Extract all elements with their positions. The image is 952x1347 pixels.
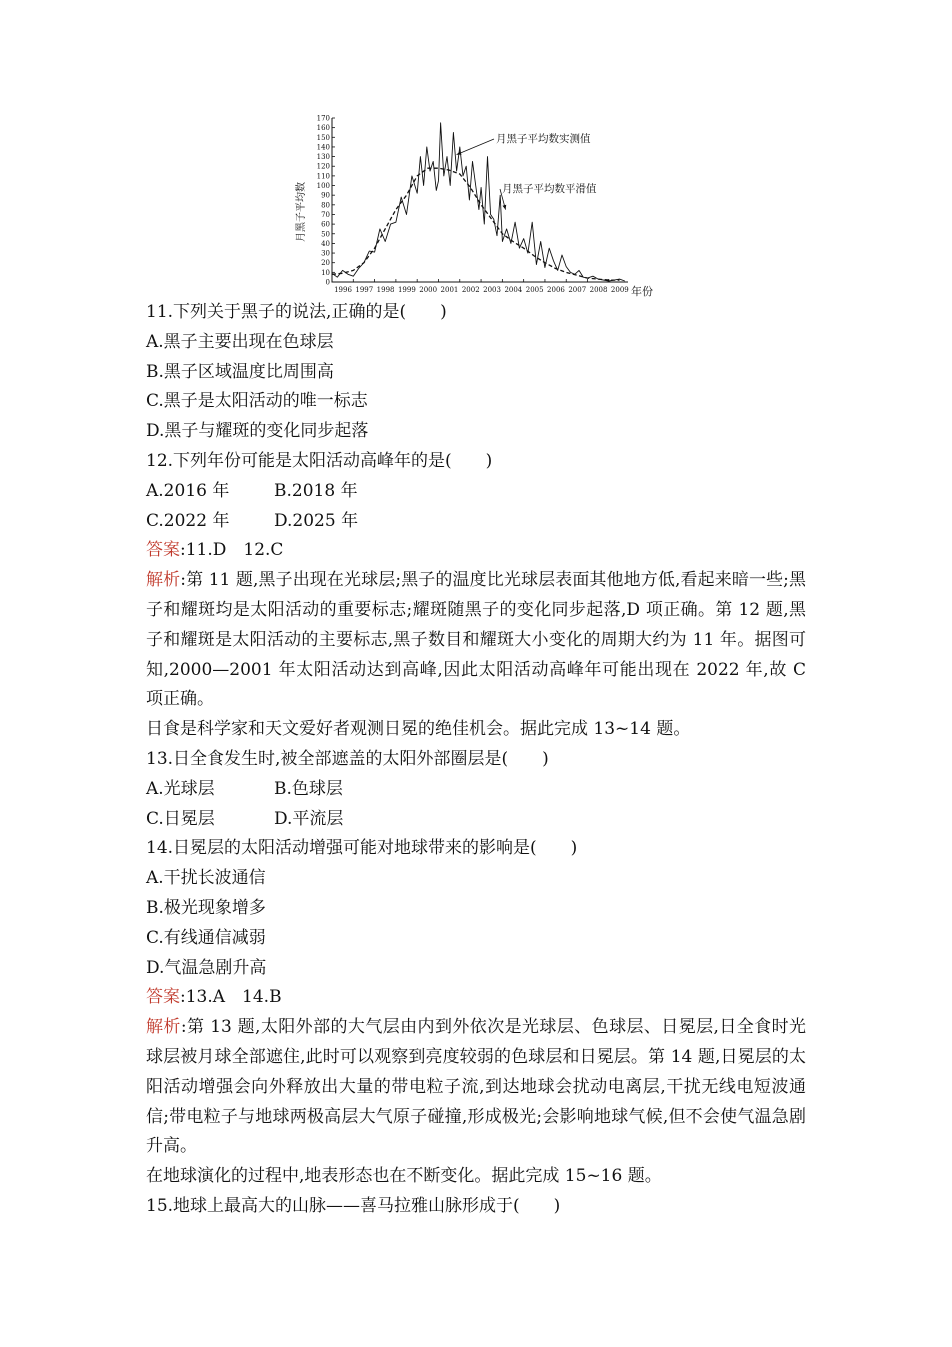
observed-series-line: [332, 123, 625, 281]
explanation-tag: 解析: [146, 1017, 181, 1038]
annotation-leader: [457, 139, 494, 155]
question-14: 14.日冕层的太阳活动增强可能对地球带来的影响是( ): [146, 838, 578, 859]
q13-options-row-2: [146, 805, 806, 835]
x-tick-label: 2002: [461, 286, 480, 294]
y-tick-labels: [317, 115, 330, 287]
y-tick-label: 150: [316, 133, 330, 142]
y-tick-label: 120: [316, 162, 330, 171]
annotation-label: 月黑子平均数平滑值: [502, 183, 597, 195]
y-tick-label: 30: [321, 249, 330, 258]
annotation-label: 月黑子平均数实测值: [496, 133, 591, 145]
x-tick-label: 2006: [547, 286, 565, 294]
q12-option-d: D.2025 年: [274, 510, 359, 531]
y-tick-label: 110: [316, 172, 330, 181]
x-tick-label: 2003: [483, 286, 501, 294]
q12-option-c: C.2022 年: [146, 510, 230, 531]
chart-series: [332, 123, 625, 281]
x-tick-label: 1997: [355, 286, 374, 294]
sunspot-chart: [290, 112, 670, 302]
explanation-13-14: [146, 1013, 806, 1162]
q11-option-c: C.黑子是太阳活动的唯一标志: [146, 391, 368, 412]
y-tick-label: 0: [325, 278, 330, 287]
q14-option-d: D.气温急剧升高: [146, 957, 267, 978]
answer-text: :11.D 12.C: [180, 540, 284, 561]
x-tick-label: 2000: [419, 286, 438, 294]
q11-option-a: A.黑子主要出现在色球层: [146, 331, 334, 352]
q11-option-d: D.黑子与耀斑的变化同步起落: [146, 421, 369, 442]
q13-options-row-1: [146, 775, 806, 805]
x-tick-label: 1999: [397, 286, 416, 294]
x-tick-label: 2004: [504, 286, 523, 294]
q13-option-b: B.色球层: [274, 778, 343, 799]
q13-option-a: A.光球层: [146, 778, 215, 799]
answer-13-14: [146, 983, 806, 1013]
q12-option-b: B.2018 年: [274, 480, 358, 501]
y-tick-label: 170: [316, 114, 330, 123]
x-tick-label: 2001: [440, 286, 459, 294]
question-13: 13.日全食发生时,被全部遮盖的太阳外部圈层是( ): [146, 748, 549, 769]
q13-option-c: C.日冕层: [146, 808, 215, 829]
x-tick-label: 2007: [568, 286, 587, 294]
y-tick-label: 10: [321, 268, 330, 277]
question-11: 11.下列关于黑子的说法,正确的是( ): [146, 302, 447, 322]
answer-text: :13.A 14.B: [180, 987, 282, 1008]
y-tick-label: 130: [316, 153, 330, 162]
question-content: [146, 298, 806, 1222]
q14-option-c: C.有线通信减弱: [146, 927, 266, 948]
explanation-text: :第 11 题,黑子出现在光球层;黑子的温度比光球层表面其他地方低,看起来暗一些;黑子和耀斑均是太阳活动的重要标志;耀斑随黑子的变化同步起落,D 项正确。第 12 题,黑子和耀斑是太阳活动的主要标志,黑子数目和耀斑大小变化的周期大约为 11 年。据图可知,2000—2001 年太阳活动达到高峰,因此太阳活动高峰年可能出现在 2022 年,故 C 项正确。: [146, 570, 807, 710]
y-tick-label: 70: [321, 210, 330, 219]
x-tick-labels: [334, 286, 629, 294]
x-tick-label: 2008: [589, 286, 608, 294]
y-tick-label: 160: [316, 124, 330, 133]
y-tick-label: 90: [321, 191, 330, 200]
explanation-11-12: [146, 566, 806, 715]
q12-options-row-1: [146, 477, 806, 507]
question-15: 15.地球上最高大的山脉——喜马拉雅山脉形成于( ): [146, 1195, 561, 1216]
q12-option-a: A.2016 年: [146, 480, 230, 501]
intro-15-16: 在地球演化的过程中,地表形态也在不断变化。据此完成 15~16 题。: [146, 1166, 662, 1187]
explanation-tag: 解析: [146, 570, 181, 591]
x-tick-label: 1996: [334, 286, 352, 294]
y-tick-label: 100: [316, 182, 330, 191]
q14-option-b: B.极光现象增多: [146, 897, 266, 918]
question-12: 12.下列年份可能是太阳活动高峰年的是( ): [146, 450, 493, 471]
y-tick-label: 140: [316, 143, 330, 152]
x-tick-label: 1998: [376, 286, 395, 294]
explanation-text: :第 13 题,太阳外部的大气层由内到外依次是光球层、色球层、日冕层,日全食时光球层被月球全部遮住,此时可以观察到亮度较弱的色球层和日冕层。第 14 题,日冕层的太阳活动增强会向外释放出大量的带电粒子流,到达地球会扰动电离层,干扰无线电短波通信;带电粒子与地球两极高层大气原子碰撞,形成极光;会影响地球气候,但不会使气温急剧升高。: [146, 1017, 806, 1157]
answer-tag: 答案: [146, 540, 180, 561]
q12-options-row-2: [146, 507, 806, 537]
y-tick-label: 20: [321, 259, 330, 268]
y-tick-label: 50: [321, 230, 330, 239]
q14-option-a: A.干扰长波通信: [146, 868, 266, 889]
intro-13-14: 日食是科学家和天文爱好者观测日冕的绝佳机会。据此完成 13~14 题。: [146, 719, 691, 740]
y-tick-label: 40: [321, 239, 330, 248]
y-tick-label: 60: [321, 220, 330, 229]
y-axis-label: 月黑子平均数: [296, 182, 307, 242]
answer-tag: 答案: [146, 987, 180, 1008]
q11-option-b: B.黑子区域温度比周围高: [146, 361, 334, 382]
y-tick-label: 80: [321, 201, 330, 210]
x-tick-label: 2009: [610, 286, 629, 294]
answer-11-12: [146, 536, 806, 566]
x-tick-label: 2005: [525, 286, 544, 294]
x-axis-unit: 年份: [631, 285, 653, 298]
q13-option-d: D.平流层: [274, 808, 344, 829]
